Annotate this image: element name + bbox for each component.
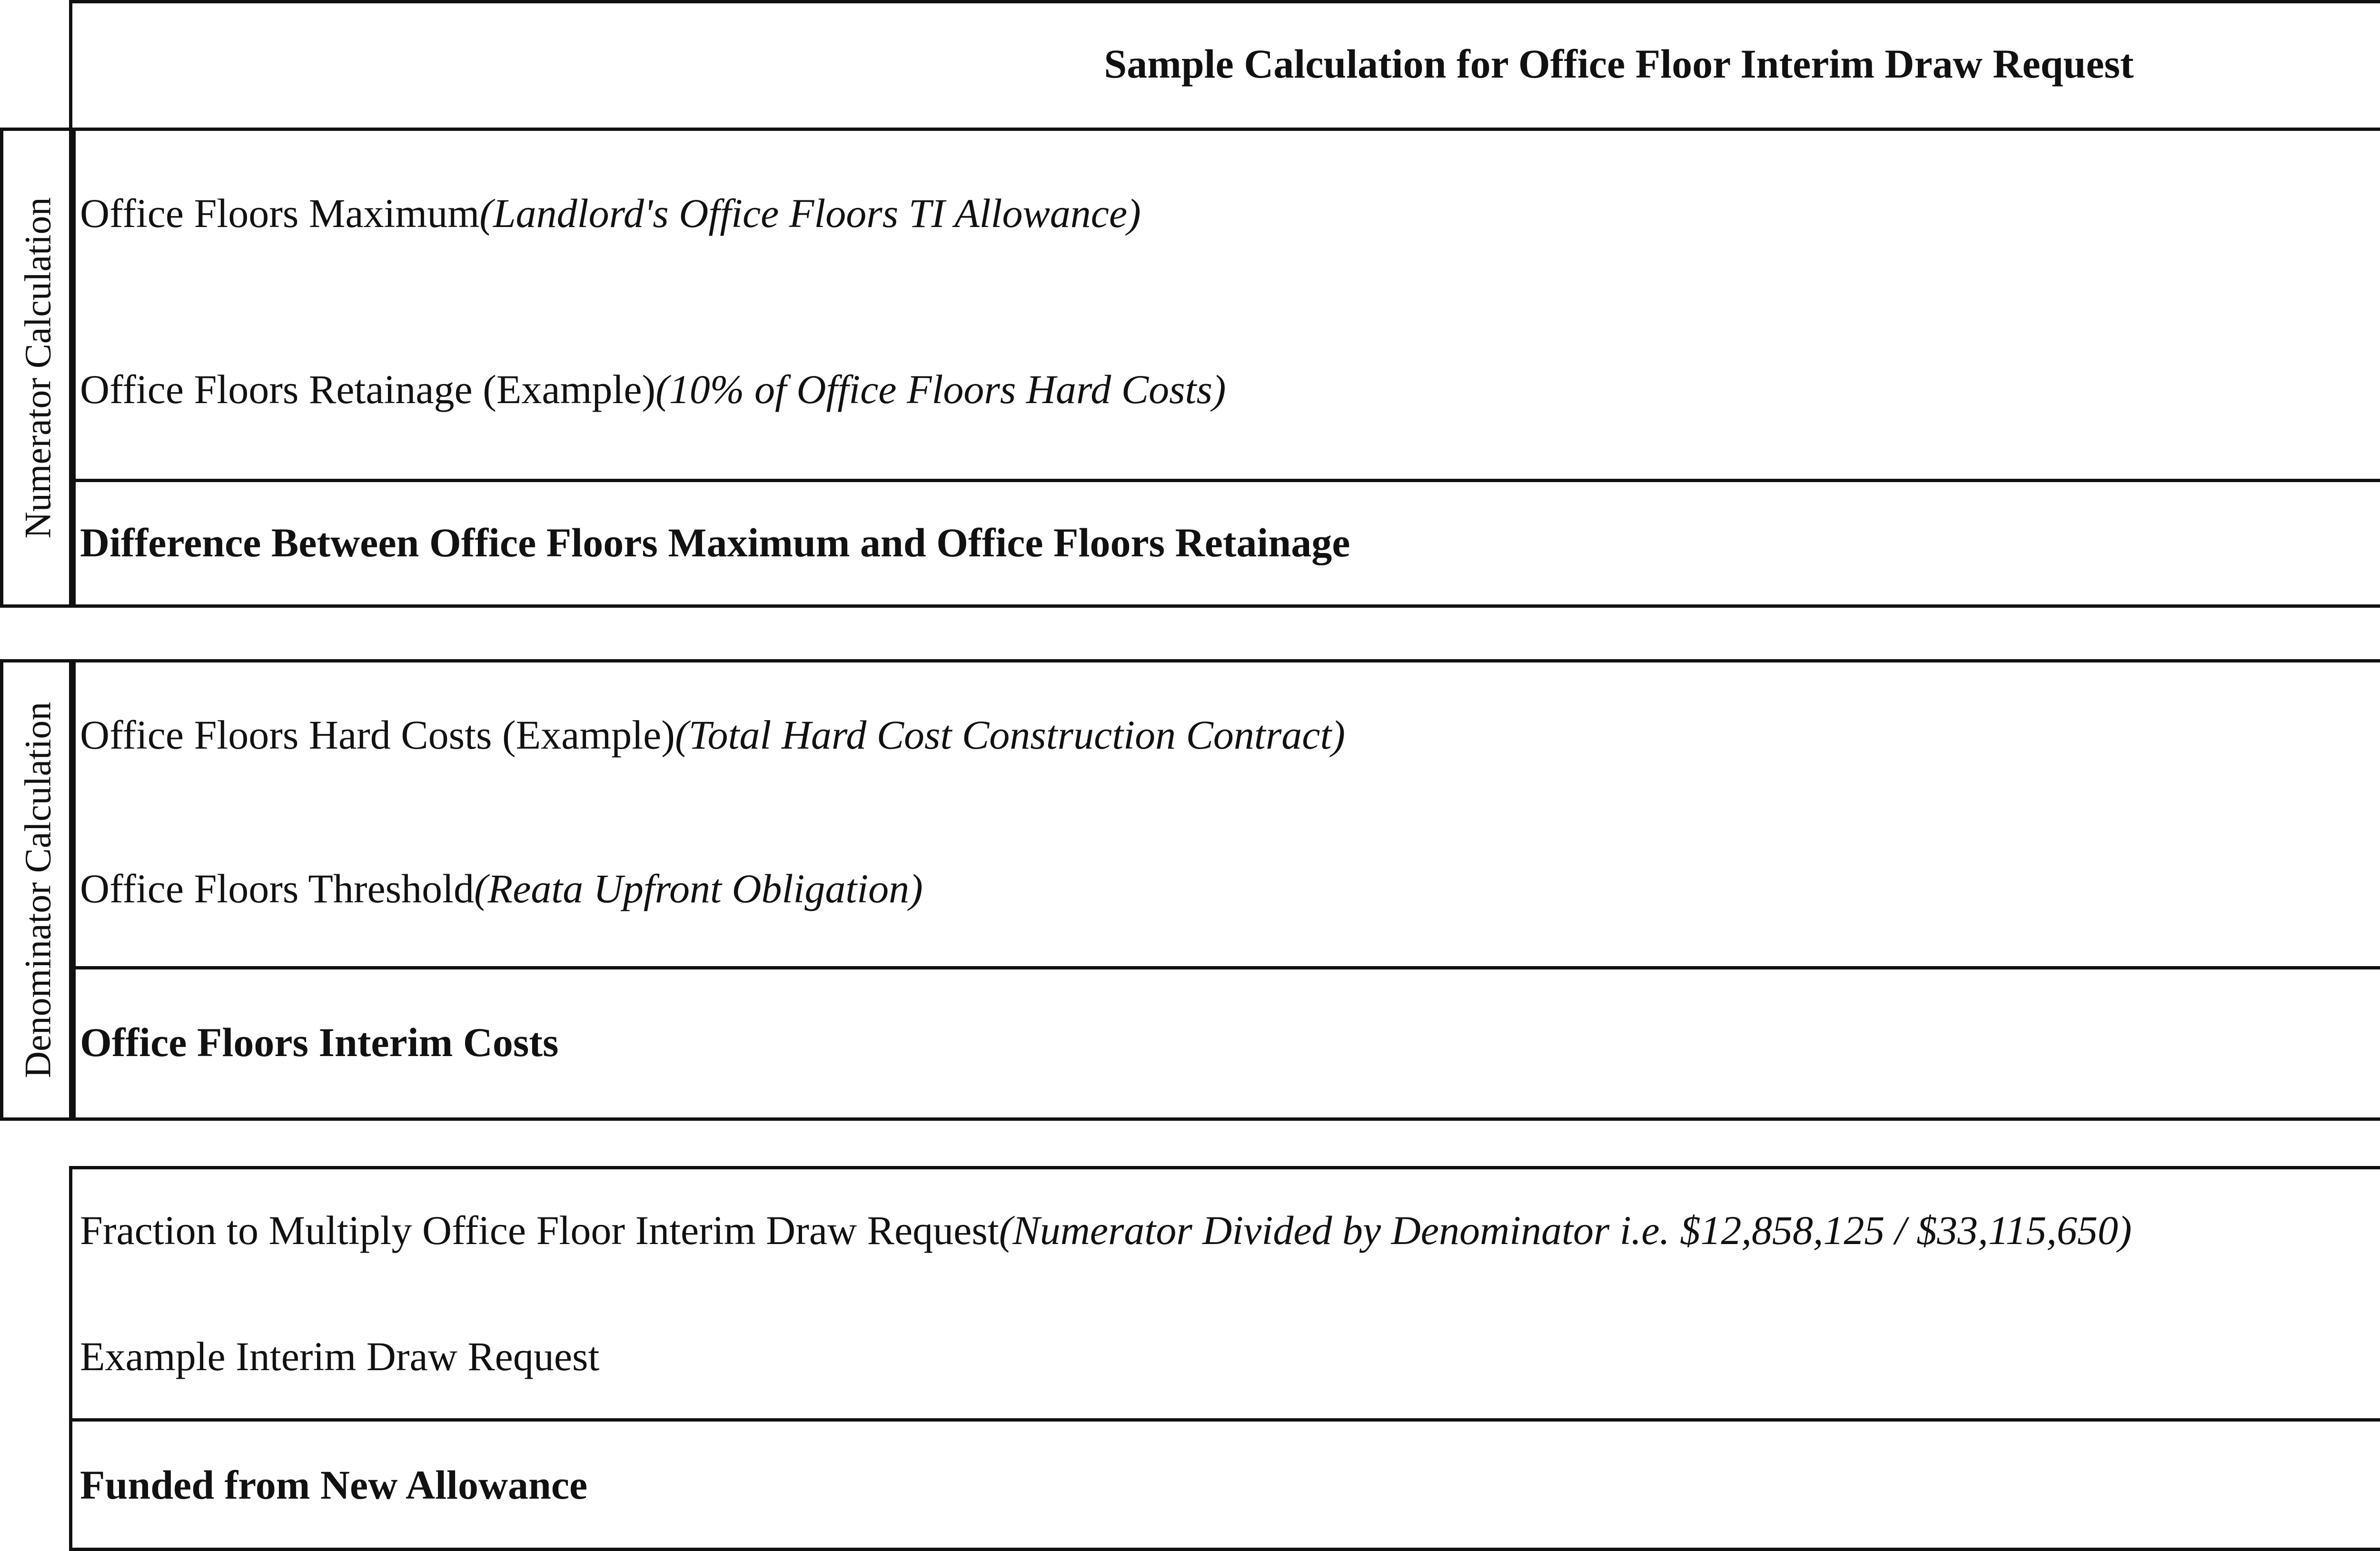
page-title: Sample Calculation for Office Floor Interim Draw Request xyxy=(1104,41,2134,87)
numerator-row-retainage xyxy=(80,351,2380,427)
numerator-row-maximum xyxy=(80,175,2380,251)
row-note: (Numerator Divided by Denominator i.e. $12,858,125 / $33,115,650) xyxy=(999,1207,2132,1253)
result-row-fraction xyxy=(80,1192,2380,1268)
row-note: (Landlord's Office Floors TI Allowance) xyxy=(479,190,1141,236)
total-label: Office Floors Interim Costs xyxy=(80,1019,559,1065)
row-label: Office Floors Threshold xyxy=(80,866,475,911)
denominator-total-row xyxy=(80,1004,2380,1080)
row-note: (10% of Office Floors Hard Costs) xyxy=(655,366,1226,412)
denominator-row-hard-costs xyxy=(80,697,2380,773)
denominator-total-divider xyxy=(72,966,2380,969)
result-total-divider xyxy=(72,1418,2380,1422)
result-total-row xyxy=(80,1447,2380,1523)
denominator-side-label-box xyxy=(0,659,76,1121)
denominator-row-threshold xyxy=(80,850,2380,927)
total-label: Funded from New Allowance xyxy=(80,1462,588,1508)
row-label: Example Interim Draw Request xyxy=(80,1334,600,1379)
denominator-side-label: Denominator Calculation xyxy=(17,701,59,1078)
row-label: Office Floors Maximum xyxy=(80,190,480,236)
numerator-total-divider xyxy=(72,479,2380,482)
row-label: Office Floors Retainage (Example) xyxy=(80,366,656,412)
numerator-side-label: Numerator Calculation xyxy=(17,197,59,538)
result-row-example-draw xyxy=(80,1318,2380,1394)
row-label: Office Floors Hard Costs (Example) xyxy=(80,712,675,758)
row-note: (Total Hard Cost Construction Contract) xyxy=(674,712,1345,758)
numerator-total-row xyxy=(80,504,2380,581)
numerator-side-label-box xyxy=(0,128,76,608)
row-label: Fraction to Multiply Office Floor Interim Draw Request xyxy=(80,1207,999,1253)
row-note: (Reata Upfront Obligation) xyxy=(474,866,923,911)
total-label: Difference Between Office Floors Maximum and Office Floors Retainage xyxy=(80,520,1350,565)
